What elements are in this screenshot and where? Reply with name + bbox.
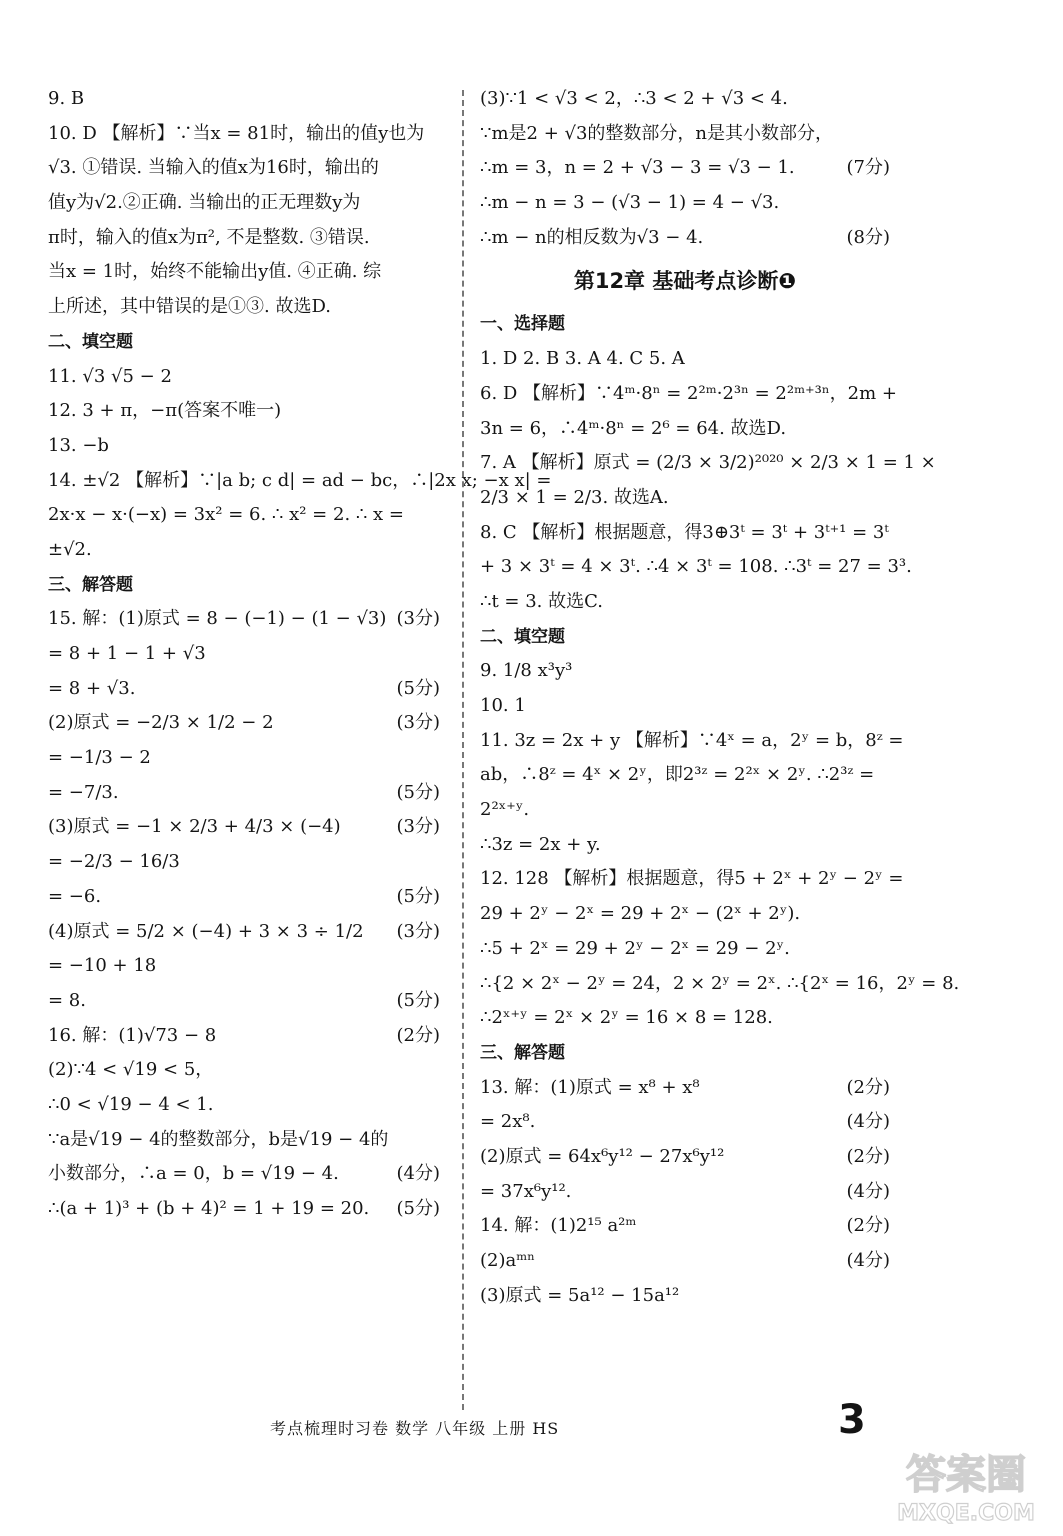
answer-line (480, 342, 890, 377)
line-text: ∵m是2 + √3的整数部分，n是其小数部分， (480, 122, 834, 144)
line-text: 14. ±√2 【解析】∵|a b; c d| = ad − bc，∴|2x x; −x x| = (48, 469, 552, 491)
line-text: = −7/3. (48, 781, 119, 803)
line-text: ∴m = 3，n = 2 + √3 − 3 = √3 − 1. (480, 157, 795, 179)
answer-line (48, 429, 448, 464)
line-text: (2)原式 = 64x⁶y¹² − 27x⁶y¹² (480, 1145, 725, 1167)
line-text: = 37x⁶y¹². (480, 1180, 572, 1202)
answer-line (480, 967, 960, 1002)
section-heading (48, 325, 448, 360)
answer-line (480, 446, 936, 481)
answer-line (48, 845, 448, 880)
line-text: 6. D 【解析】∵4ᵐ·8ⁿ = 2²ᵐ·2³ⁿ = 2²ᵐ⁺³ⁿ，2m + (480, 382, 897, 404)
answer-line (480, 186, 890, 221)
answer-line (480, 1071, 890, 1106)
line-text: ∴5 + 2ˣ = 29 + 2ʸ − 2ˣ = 29 − 2ʸ. (480, 937, 790, 959)
answer-line (480, 516, 890, 551)
line-text: = 2x⁸. (480, 1111, 536, 1133)
section-heading (48, 568, 448, 603)
answer-line (480, 412, 890, 447)
score-mark: (5分) (396, 1198, 440, 1219)
line-text: ∴t = 3. 故选C. (480, 590, 603, 612)
answer-line (48, 672, 448, 707)
answer-line (480, 758, 890, 793)
line-text: 上所述，其中错误的是①③. 故选D. (48, 296, 331, 318)
line-text: ∴0 < √19 − 4 < 1. (48, 1093, 214, 1115)
answer-line (48, 221, 448, 256)
line-text: 2x·x − x·(−x) = 3x² = 6. ∴ x² = 2. ∴ x = (48, 504, 405, 526)
line-text: 13. 解：(1)原式 = x⁸ + x⁸ (480, 1076, 700, 1098)
answer-line (48, 360, 448, 395)
answer-line (48, 151, 448, 186)
line-text: ∴2ˣ⁺ʸ = 2ˣ × 2ʸ = 16 × 8 = 128. (480, 1007, 773, 1029)
answer-line (480, 1105, 890, 1140)
line-text: (3)∵1 < √3 < 2，∴3 < 2 + √3 < 4. (480, 88, 788, 109)
line-text: (3)原式 = 5a¹² − 15a¹² (480, 1284, 680, 1306)
score-mark: (5分) (396, 781, 440, 803)
answer-line (480, 932, 890, 967)
answer-line (480, 1209, 890, 1244)
right-column (480, 82, 960, 1313)
line-text: 15. 解：(1)原式 = 8 − (−1) − (1 − √3) (48, 608, 387, 630)
answer-line (480, 828, 890, 863)
answer-line (480, 481, 890, 516)
line-text: 三、解答题 (48, 574, 133, 595)
answer-line (48, 1088, 448, 1123)
line-text: 12. 3 + π，−π(答案不唯一) (48, 400, 282, 422)
page-number: 3 (838, 1397, 866, 1443)
answer-line (48, 741, 448, 776)
answer-line (48, 984, 448, 1019)
answer-line (480, 1175, 890, 1210)
answer-line (48, 290, 448, 325)
line-text: 3n = 6，∴4ᵐ·8ⁿ = 2⁶ = 64. 故选D. (480, 417, 787, 439)
line-text: 7. A 【解析】原式 = (2/3 × 3/2)²⁰²⁰ × 2/3 × 1 = 1 × (480, 452, 936, 474)
line-text: (2)原式 = −2/3 × 1/2 − 2 (48, 712, 274, 734)
answer-line (480, 1244, 890, 1279)
footer-title: 考点梳理时习卷 数学 八年级 上册 HS (270, 1419, 560, 1438)
line-text: 二、填空题 (480, 626, 565, 647)
answer-line (48, 776, 448, 811)
line-text: 2/3 × 1 = 2/3. 故选A. (480, 486, 669, 508)
line-text: 当x = 1时，始终不能输出y值. ④正确. 综 (48, 261, 382, 283)
answer-line (48, 255, 448, 290)
line-text: ±√2. (48, 538, 92, 560)
svg-text:答案圈: 答案圈 (906, 1452, 1026, 1498)
answer-line (48, 394, 448, 429)
line-text: 9. B (48, 88, 85, 109)
line-text: ∴{2 × 2ˣ − 2ʸ = 24，2 × 2ʸ = 2ˣ. ∴{2ˣ = 16，2ʸ = 8. (480, 972, 960, 994)
score-mark: (5分) (396, 885, 440, 907)
score-mark: (2分) (396, 1024, 440, 1046)
section-heading (480, 307, 890, 342)
line-text: 1. D 2. B 3. A 4. C 5. A (480, 348, 685, 370)
answer-line (480, 689, 890, 724)
answer-line (48, 186, 448, 221)
answer-line (480, 151, 890, 186)
section-heading (480, 1036, 890, 1071)
line-text: = −1/3 − 2 (48, 747, 151, 769)
line-text: √3. ①错误. 当输入的值x为16时，输出的 (48, 157, 379, 179)
column-divider (462, 90, 464, 1410)
line-text: 2²ˣ⁺ʸ. (480, 799, 530, 821)
line-text: 10. 1 (480, 695, 526, 716)
section-heading (480, 620, 890, 655)
line-text: ∴(a + 1)³ + (b + 4)² = 1 + 19 = 20. (48, 1198, 370, 1219)
answer-line (48, 1123, 448, 1158)
score-mark: (2分) (846, 1145, 890, 1167)
answer-line (480, 221, 890, 256)
score-mark: (2分) (846, 1076, 890, 1098)
line-text: 10. D 【解析】∵当x = 81时，输出的值y也为 (48, 122, 425, 144)
answer-line (48, 82, 448, 117)
answer-line (480, 82, 890, 117)
answer-line (480, 793, 890, 828)
answer-line (480, 377, 897, 412)
line-text: 12. 128 【解析】根据题意，得5 + 2ˣ + 2ʸ − 2ʸ = (480, 868, 904, 890)
line-text: 小数部分，∴a = 0，b = √19 − 4. (48, 1163, 339, 1185)
line-text: 一、选择题 (480, 314, 565, 335)
answer-line (48, 117, 448, 152)
answer-line (480, 1140, 890, 1175)
score-mark: (8分) (846, 226, 890, 248)
chapter-heading (480, 255, 890, 307)
answer-line (480, 654, 890, 689)
answer-line (480, 550, 912, 585)
svg-text:MXQE.COM: MXQE.COM (897, 1501, 1035, 1526)
answer-line (48, 533, 448, 568)
answer-line (48, 464, 552, 499)
line-text: 16. 解：(1)√73 − 8 (48, 1024, 217, 1046)
answer-line (480, 862, 904, 897)
line-text: ∵a是√19 − 4的整数部分，b是√19 − 4的 (48, 1128, 389, 1150)
line-text: ∴3z = 2x + y. (480, 833, 601, 855)
line-text: 三、解答题 (480, 1042, 565, 1063)
answer-line (48, 498, 448, 533)
answer-line (480, 117, 890, 152)
score-mark: (4分) (396, 1163, 440, 1185)
line-text: 第12章 基础考点诊断❶ (573, 269, 797, 294)
score-mark: (3分) (396, 608, 440, 630)
line-text: 11. 3z = 2x + y 【解析】∵4ˣ = a，2ʸ = b，8ᶻ = (480, 729, 904, 751)
line-text: 13. −b (48, 434, 109, 456)
score-mark: (2分) (846, 1215, 890, 1237)
score-mark: (4分) (846, 1111, 890, 1133)
line-text: = −6. (48, 885, 102, 907)
line-text: 14. 解：(1)2¹⁵ a²ᵐ (480, 1215, 637, 1237)
answer-line (48, 1053, 448, 1088)
answer-line (48, 949, 448, 984)
score-mark: (3分) (396, 712, 440, 734)
line-text: 29 + 2ʸ − 2ˣ = 29 + 2ˣ − (2ˣ + 2ʸ). (480, 903, 801, 925)
answer-line (48, 1192, 448, 1227)
answer-line (48, 706, 448, 741)
answer-line (480, 1279, 890, 1314)
score-mark: (3分) (396, 920, 440, 942)
answer-line (480, 1001, 890, 1036)
line-text: = 8. (48, 989, 86, 1011)
line-text: π时，输入的值x为π², 不是整数. ③错误. (48, 226, 370, 248)
line-text: (3)原式 = −1 × 2/3 + 4/3 × (−4) (48, 816, 341, 838)
line-text: = −10 + 18 (48, 955, 157, 977)
line-text: (2)aᵐⁿ (480, 1250, 536, 1271)
answer-line (48, 1019, 448, 1054)
answer-line (480, 585, 890, 620)
answer-line (48, 637, 448, 672)
answer-line (48, 810, 448, 845)
score-mark: (5分) (396, 989, 440, 1011)
line-text: 值y为√2.②正确. 当输出的正无理数y为 (48, 192, 361, 214)
score-mark: (5分) (396, 677, 440, 699)
line-text: 9. 1/8 x³y³ (480, 660, 573, 682)
line-text: = −2/3 − 16/3 (48, 851, 180, 873)
line-text: 二、填空题 (48, 331, 133, 352)
line-text: = 8 + √3. (48, 677, 136, 699)
answer-line (48, 880, 448, 915)
score-mark: (4分) (846, 1180, 890, 1202)
line-text: = 8 + 1 − 1 + √3 (48, 643, 206, 664)
answer-line (480, 724, 904, 759)
watermark-logo (882, 1448, 1050, 1528)
answer-line (48, 1157, 448, 1192)
line-text: 8. C 【解析】根据题意，得3⊕3ᵗ = 3ᵗ + 3ᵗ⁺¹ = 3ᵗ (480, 521, 889, 543)
answer-line (48, 602, 448, 637)
line-text: ∴m − n的相反数为√3 − 4. (480, 226, 704, 248)
line-text: + 3 × 3ᵗ = 4 × 3ᵗ. ∴4 × 3ᵗ = 108. ∴3ᵗ = 27 = 3³. (480, 556, 912, 578)
score-mark: (7分) (846, 157, 890, 179)
line-text: (4)原式 = 5/2 × (−4) + 3 × 3 ÷ 1/2 (48, 920, 364, 942)
answer-line (480, 897, 890, 932)
score-mark: (3分) (396, 816, 440, 838)
line-text: 11. √3 √5 − 2 (48, 365, 172, 387)
line-text: ∴m − n = 3 − (√3 − 1) = 4 − √3. (480, 192, 780, 214)
line-text: (2)∵4 < √19 < 5， (48, 1059, 214, 1081)
line-text: ab，∴8ᶻ = 4ˣ × 2ʸ，即2³ᶻ = 2²ˣ × 2ʸ. ∴2³ᶻ = (480, 764, 875, 786)
answer-line (48, 915, 448, 950)
score-mark: (4分) (846, 1250, 890, 1271)
